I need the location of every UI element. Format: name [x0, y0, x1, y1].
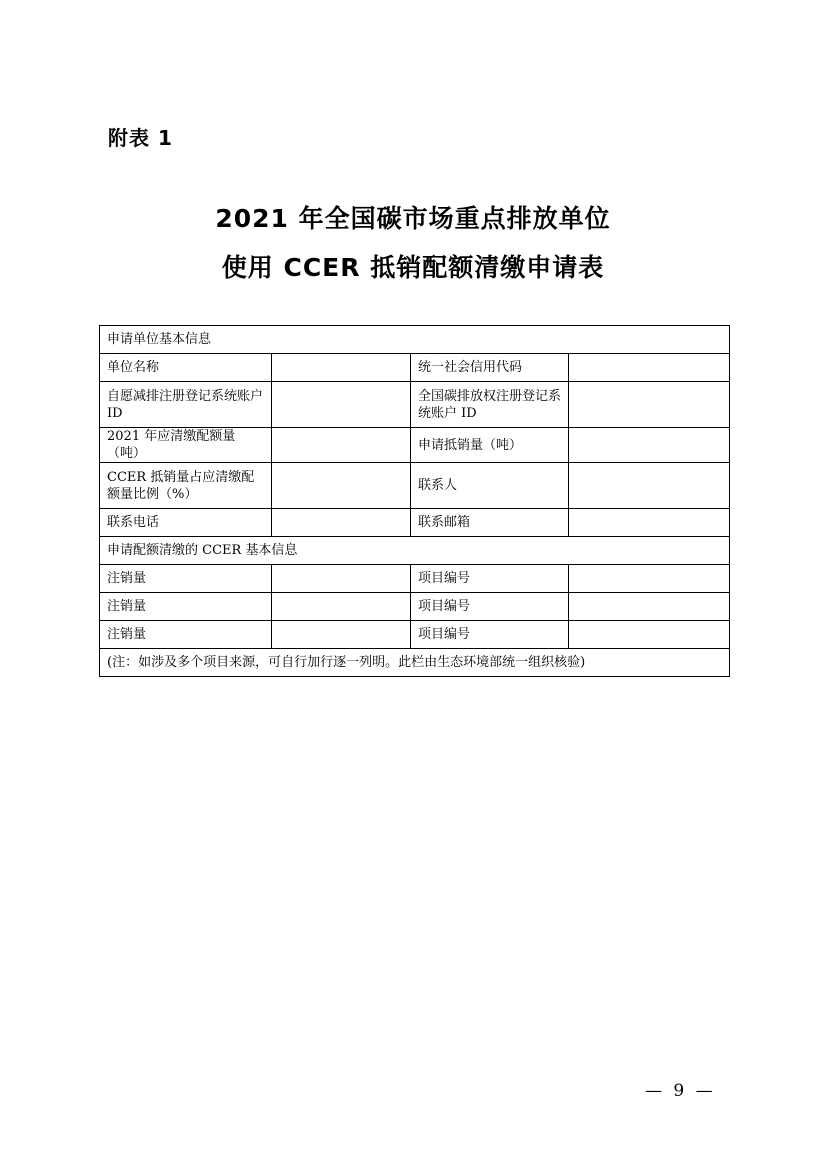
- field-value-cell[interactable]: [272, 428, 411, 463]
- section-header-ccer-info: 申请配额清缴的 CCER 基本信息: [100, 537, 730, 565]
- table-row: [100, 428, 730, 463]
- field-label: 联系人: [411, 463, 569, 509]
- field-label: 单位名称: [100, 354, 272, 382]
- field-value-cell[interactable]: [569, 354, 730, 382]
- field-label: 项目编号: [411, 565, 569, 593]
- field-label: 注销量: [100, 565, 272, 593]
- application-form-table: [99, 325, 730, 677]
- field-label: 统一社会信用代码: [411, 354, 569, 382]
- field-label: 项目编号: [411, 593, 569, 621]
- field-value-cell[interactable]: [569, 621, 730, 649]
- table-row: [100, 463, 730, 509]
- field-label: 联系电话: [100, 509, 272, 537]
- section-header-applicant-info: 申请单位基本信息: [100, 326, 730, 354]
- note-row: [100, 649, 730, 677]
- field-label: 全国碳排放权注册登记系统账户 ID: [411, 382, 569, 428]
- field-label: 项目编号: [411, 621, 569, 649]
- field-value-cell[interactable]: [272, 463, 411, 509]
- table-row: [100, 593, 730, 621]
- field-value-cell[interactable]: [272, 382, 411, 428]
- table-row: [100, 354, 730, 382]
- field-label: 2021 年应清缴配额量（吨）: [100, 428, 272, 463]
- table-row: [100, 565, 730, 593]
- field-label: CCER 抵销量占应清缴配额量比例（%）: [100, 463, 272, 509]
- field-value-cell[interactable]: [569, 509, 730, 537]
- field-label: 注销量: [100, 593, 272, 621]
- field-value-cell[interactable]: [569, 382, 730, 428]
- field-value-cell[interactable]: [569, 463, 730, 509]
- field-label: 注销量: [100, 621, 272, 649]
- document-title-line-2: 使用 CCER 抵销配额清缴申请表: [221, 253, 605, 282]
- field-label: 自愿减排注册登记系统账户 ID: [100, 382, 272, 428]
- table-row: [100, 621, 730, 649]
- table-row: [100, 509, 730, 537]
- field-value-cell[interactable]: [569, 565, 730, 593]
- field-value-cell[interactable]: [272, 593, 411, 621]
- appendix-label: 附表 1: [108, 126, 173, 150]
- field-value-cell[interactable]: [569, 428, 730, 463]
- table-row: [100, 382, 730, 428]
- field-value-cell[interactable]: [569, 593, 730, 621]
- field-value-cell[interactable]: [272, 509, 411, 537]
- section-header-row: [100, 326, 730, 354]
- field-value-cell[interactable]: [272, 354, 411, 382]
- table-note: (注：如涉及多个项目来源，可自行加行逐一列明。此栏由生态环境部统一组织核验): [100, 649, 730, 677]
- field-label: 申请抵销量（吨）: [411, 428, 569, 463]
- section-header-row: [100, 537, 730, 565]
- field-value-cell[interactable]: [272, 621, 411, 649]
- document-title-line-1: 2021 年全国碳市场重点排放单位: [215, 204, 611, 233]
- field-value-cell[interactable]: [272, 565, 411, 593]
- page-number: — 9 —: [645, 1081, 716, 1101]
- field-label: 联系邮箱: [411, 509, 569, 537]
